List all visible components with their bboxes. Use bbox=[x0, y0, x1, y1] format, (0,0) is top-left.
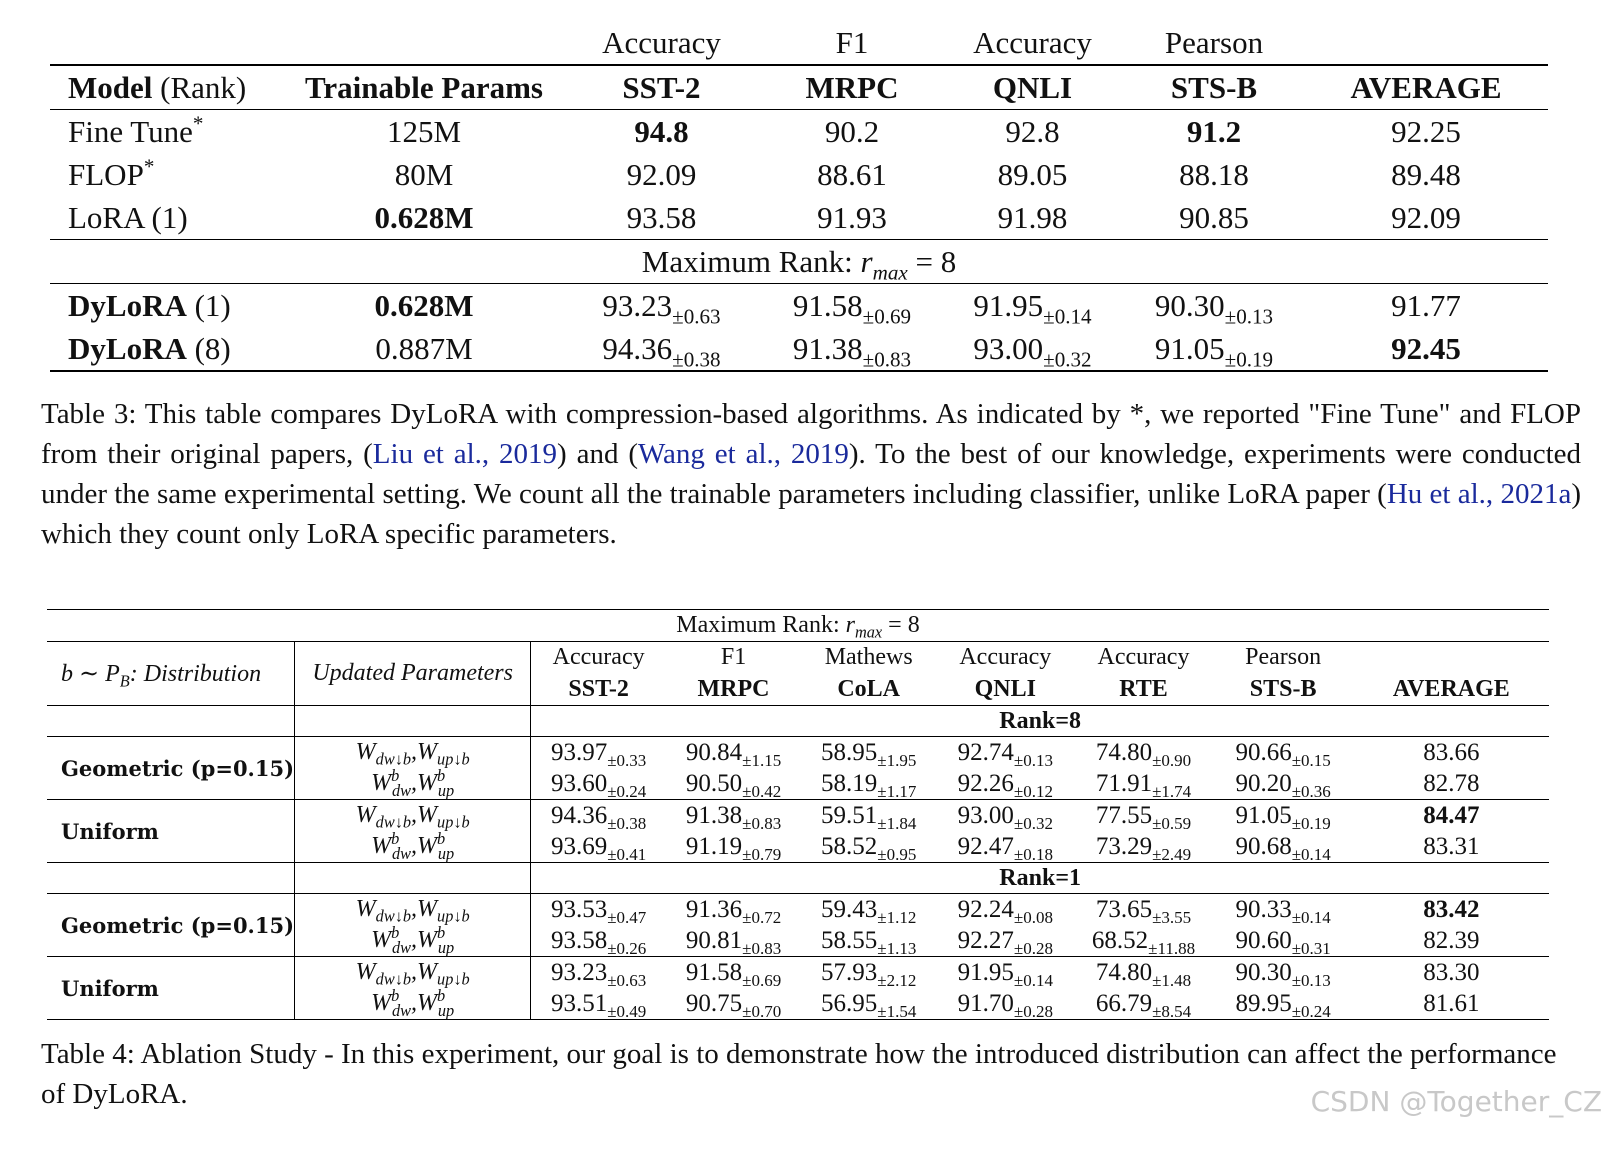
task-header: QNLI bbox=[941, 65, 1124, 110]
updated-params-cell: $W_{dw↓b},W_{up↓b}$ bbox=[295, 737, 531, 769]
value-cell: $91.58_{\pm 0.69}$ bbox=[763, 284, 941, 328]
value-cell: $74.80_{\pm 1.48}$ bbox=[1074, 957, 1212, 989]
avg-cell: 91.77 bbox=[1304, 284, 1548, 328]
updated-params-cell: $W_{dw↓b},W_{up↓b}$ bbox=[295, 957, 531, 989]
value-cell: 94.8 bbox=[560, 110, 763, 154]
table-row bbox=[50, 153, 1548, 196]
task-header: QNLI bbox=[974, 675, 1036, 702]
value-cell: $90.66_{\pm 0.15}$ bbox=[1213, 737, 1354, 769]
value-cell: $90.81_{\pm 0.83}$ bbox=[685, 926, 782, 958]
value-cell: $57.93_{\pm 2.12}$ bbox=[801, 957, 936, 989]
value-cell: $77.55_{\pm 0.59}$ bbox=[1074, 800, 1212, 832]
table-row bbox=[47, 894, 1549, 926]
value-cell: 88.61 bbox=[817, 156, 887, 192]
metric-label: Accuracy bbox=[973, 25, 1092, 60]
params-header: Trainable Params bbox=[288, 65, 560, 110]
table4-caption: Table 4: Ablation Study - In this experiment, our goal is to demonstrate how the introduced distribution can affect the performance of DyLoRA. bbox=[41, 1038, 1557, 1110]
citation-link[interactable]: Liu et al., 2019 bbox=[372, 438, 558, 470]
value-cell: 89.05 bbox=[997, 156, 1068, 192]
metric-label: F1 bbox=[835, 25, 869, 60]
distribution-name: Geometric (p=0.15) bbox=[47, 894, 295, 957]
metric-label: Accuracy bbox=[1074, 642, 1212, 674]
table3-header-row bbox=[50, 65, 1548, 110]
avg-cell: 81.61 bbox=[1354, 988, 1549, 1020]
table4-metric-row bbox=[47, 642, 1549, 674]
value-cell: $93.60_{\pm 0.24}$ bbox=[531, 768, 666, 800]
model-header: Model (Rank) bbox=[50, 65, 288, 110]
params-cell: 0.628M bbox=[288, 284, 560, 328]
params-cell: 0.628M bbox=[374, 199, 474, 235]
value-cell: $90.33_{\pm 0.14}$ bbox=[1213, 894, 1354, 926]
value-cell: $94.36_{\pm 0.38}$ bbox=[560, 327, 763, 371]
updated-params-cell: $W^b_{dw},W^b_{up}$ bbox=[295, 925, 531, 957]
value-cell: $91.36_{\pm 0.72}$ bbox=[666, 894, 801, 926]
value-cell: 90.85 bbox=[1179, 199, 1249, 235]
avg-cell: 83.66 bbox=[1354, 737, 1549, 769]
value-cell: $94.36_{\pm 0.38}$ bbox=[531, 800, 666, 832]
distribution-header: b ∼ $P_B$: Distribution bbox=[47, 642, 295, 706]
citation-link[interactable]: Hu et al., 2021a bbox=[1386, 478, 1572, 510]
value-cell: $59.51_{\pm 1.84}$ bbox=[801, 800, 936, 832]
value-cell: $91.19_{\pm 0.79}$ bbox=[685, 832, 782, 864]
value-cell: $90.30_{\pm 0.13}$ bbox=[1213, 957, 1354, 989]
value-cell: $90.84_{\pm 1.15}$ bbox=[666, 737, 801, 769]
table-row bbox=[50, 327, 1548, 371]
value-cell: 91.93 bbox=[817, 199, 887, 235]
value-cell: $74.80_{\pm 0.90}$ bbox=[1074, 737, 1212, 769]
rank-section-row bbox=[47, 863, 1549, 894]
distribution-name: Geometric (p=0.15) bbox=[47, 737, 295, 800]
value-cell: $58.19_{\pm 1.17}$ bbox=[821, 769, 917, 801]
avg-cell: 92.09 bbox=[1391, 199, 1461, 235]
params-cell: 80M bbox=[394, 156, 454, 192]
value-cell: $91.38_{\pm 0.83}$ bbox=[763, 327, 941, 371]
value-cell: $59.43_{\pm 1.12}$ bbox=[801, 894, 936, 926]
value-cell: $90.75_{\pm 0.70}$ bbox=[666, 988, 801, 1020]
table-4 bbox=[47, 609, 1549, 1020]
value-cell: $56.95_{\pm 1.54}$ bbox=[801, 988, 936, 1020]
avg-cell: 82.78 bbox=[1423, 769, 1480, 797]
average-header: AVERAGE bbox=[1392, 675, 1510, 702]
value-cell: $93.53_{\pm 0.47}$ bbox=[531, 894, 666, 926]
max-rank-label: Maximum Rank: $r_{max} = 8$ bbox=[47, 610, 1549, 642]
value-cell: $91.05_{\pm 0.19}$ bbox=[1124, 327, 1304, 371]
value-cell: $93.00_{\pm 0.32}$ bbox=[941, 327, 1124, 371]
avg-cell: 92.45 bbox=[1304, 327, 1548, 371]
model-name: FLOP* bbox=[68, 153, 155, 192]
updated-params-cell: $W_{dw↓b},W_{up↓b}$ bbox=[295, 800, 531, 832]
value-cell: $91.70_{\pm 0.28}$ bbox=[936, 988, 1074, 1020]
rank-label: Rank=1 bbox=[531, 863, 1549, 894]
value-cell: 91.2 bbox=[1124, 110, 1304, 154]
task-header: STS-B bbox=[1249, 675, 1317, 702]
value-cell: $91.95_{\pm 0.14}$ bbox=[941, 284, 1124, 328]
max-rank-row bbox=[50, 240, 1548, 284]
model-name: Fine Tune* bbox=[50, 110, 288, 154]
value-cell: 91.98 bbox=[997, 199, 1068, 235]
avg-cell: 92.25 bbox=[1304, 110, 1548, 154]
value-cell: $68.52_{\pm 11.88}$ bbox=[1091, 926, 1196, 958]
value-cell: $92.47_{\pm 0.18}$ bbox=[957, 832, 1053, 864]
value-cell: $91.58_{\pm 0.69}$ bbox=[666, 957, 801, 989]
table-row bbox=[47, 957, 1549, 989]
watermark: CSDN @Together_CZ bbox=[1310, 1085, 1602, 1118]
metric-label: Pearson bbox=[1164, 25, 1264, 60]
metric-label: F1 bbox=[666, 642, 801, 674]
value-cell: 92.09 bbox=[626, 156, 697, 192]
avg-cell: 84.47 bbox=[1354, 800, 1549, 832]
avg-cell: 89.48 bbox=[1391, 156, 1461, 192]
task-header: SST-2 bbox=[531, 673, 666, 706]
table-row bbox=[50, 284, 1548, 328]
metric-label: Accuracy bbox=[531, 642, 666, 674]
metric-label: Pearson bbox=[1213, 642, 1354, 674]
table-row bbox=[50, 196, 1548, 240]
table3-metric-row bbox=[50, 22, 1548, 65]
model-name: LoRA (1) bbox=[68, 199, 188, 235]
value-cell: $58.95_{\pm 1.95}$ bbox=[801, 737, 936, 769]
task-header: SST-2 bbox=[560, 65, 763, 110]
metric-label: Accuracy bbox=[936, 642, 1074, 674]
value-cell: 92.8 bbox=[941, 110, 1124, 154]
value-cell: 88.18 bbox=[1179, 156, 1249, 192]
value-cell: $92.26_{\pm 0.12}$ bbox=[957, 769, 1053, 801]
max-rank-label: Maximum Rank: $r_{max} = 8$ bbox=[50, 240, 1548, 284]
distribution-name: Uniform bbox=[47, 957, 295, 1020]
task-header: CoLA bbox=[837, 675, 901, 702]
table-3 bbox=[50, 22, 1548, 372]
task-header: STS-B bbox=[1124, 65, 1304, 110]
model-name: DyLoRA (8) bbox=[50, 327, 288, 371]
updated-params-cell: $W^b_{dw},W^b_{up}$ bbox=[295, 988, 531, 1020]
updated-params-cell: $W^b_{dw},W^b_{up}$ bbox=[295, 831, 531, 863]
value-cell: $66.79_{\pm 8.54}$ bbox=[1074, 988, 1212, 1020]
avg-cell: 83.42 bbox=[1354, 894, 1549, 926]
max-rank-row bbox=[47, 610, 1549, 642]
table4-body bbox=[47, 706, 1549, 1020]
task-header: MRPC bbox=[697, 675, 770, 702]
value-cell: $90.60_{\pm 0.31}$ bbox=[1235, 926, 1331, 958]
value-cell: $93.58_{\pm 0.26}$ bbox=[531, 925, 666, 957]
metric-label: Mathews bbox=[801, 642, 936, 674]
rank-label: Rank=8 bbox=[531, 706, 1549, 737]
table-row bbox=[47, 800, 1549, 832]
metric-label: Accuracy bbox=[602, 25, 721, 60]
updated-params-cell: $W^b_{dw},W^b_{up}$ bbox=[295, 768, 531, 800]
params-cell: 0.887M bbox=[288, 327, 560, 371]
value-cell: $92.74_{\pm 0.13}$ bbox=[936, 737, 1074, 769]
value-cell: $90.30_{\pm 0.13}$ bbox=[1124, 284, 1304, 328]
table-row bbox=[47, 737, 1549, 769]
distribution-name: Uniform bbox=[47, 800, 295, 863]
value-cell: $71.91_{\pm 1.74}$ bbox=[1095, 769, 1192, 801]
table-row bbox=[50, 110, 1548, 154]
value-cell: $93.23_{\pm 0.63}$ bbox=[560, 284, 763, 328]
value-cell: $90.68_{\pm 0.14}$ bbox=[1235, 832, 1331, 864]
value-cell: $58.55_{\pm 1.13}$ bbox=[821, 926, 917, 958]
value-cell: $93.23_{\pm 0.63}$ bbox=[531, 957, 666, 989]
citation-link[interactable]: Wang et al., 2019 bbox=[637, 438, 849, 470]
avg-cell: 83.30 bbox=[1354, 957, 1549, 989]
avg-cell: 82.39 bbox=[1423, 926, 1480, 954]
value-cell: $89.95_{\pm 0.24}$ bbox=[1213, 988, 1354, 1020]
value-cell: $91.38_{\pm 0.83}$ bbox=[666, 800, 801, 832]
value-cell: $93.51_{\pm 0.49}$ bbox=[531, 988, 666, 1020]
value-cell: $92.27_{\pm 0.28}$ bbox=[957, 926, 1053, 958]
value-cell: $91.05_{\pm 0.19}$ bbox=[1213, 800, 1354, 832]
value-cell: $90.20_{\pm 0.36}$ bbox=[1235, 769, 1331, 801]
value-cell: $73.65_{\pm 3.55}$ bbox=[1074, 894, 1212, 926]
updated-params-cell: $W_{dw↓b},W_{up↓b}$ bbox=[295, 894, 531, 926]
value-cell: $92.24_{\pm 0.08}$ bbox=[936, 894, 1074, 926]
model-name: DyLoRA (1) bbox=[50, 284, 288, 328]
value-cell: 93.58 bbox=[626, 199, 697, 235]
task-header: MRPC bbox=[763, 65, 941, 110]
rank-section-row bbox=[47, 706, 1549, 737]
value-cell: $90.50_{\pm 0.42}$ bbox=[685, 769, 782, 801]
value-cell: 90.2 bbox=[763, 110, 941, 154]
updated-params-header: Updated Parameters bbox=[295, 642, 531, 706]
value-cell: $93.00_{\pm 0.32}$ bbox=[936, 800, 1074, 832]
value-cell: $93.97_{\pm 0.33}$ bbox=[531, 737, 666, 769]
value-cell: $58.52_{\pm 0.95}$ bbox=[821, 832, 917, 864]
average-header: AVERAGE bbox=[1304, 65, 1548, 110]
avg-cell: 83.31 bbox=[1423, 832, 1480, 860]
task-header: RTE bbox=[1119, 675, 1168, 702]
table3-caption: Table 3: This table compares DyLoRA with compression-based algorithms. As indicated by *, we reported "Fine Tune" and FLOP from their original papers, (Liu et al., 2019) and (Wang et al., 2019). To the best of our knowledge, experiments were conducted under the same experimental setting. We count all the trainable parameters including classifier, unlike LoRA paper (Hu et al., 2021a) which they count only LoRA specific parameters. bbox=[41, 398, 1581, 550]
value-cell: $91.95_{\pm 0.14}$ bbox=[936, 957, 1074, 989]
value-cell: $73.29_{\pm 2.49}$ bbox=[1095, 832, 1192, 864]
params-cell: 125M bbox=[288, 110, 560, 154]
value-cell: $93.69_{\pm 0.41}$ bbox=[531, 831, 666, 863]
